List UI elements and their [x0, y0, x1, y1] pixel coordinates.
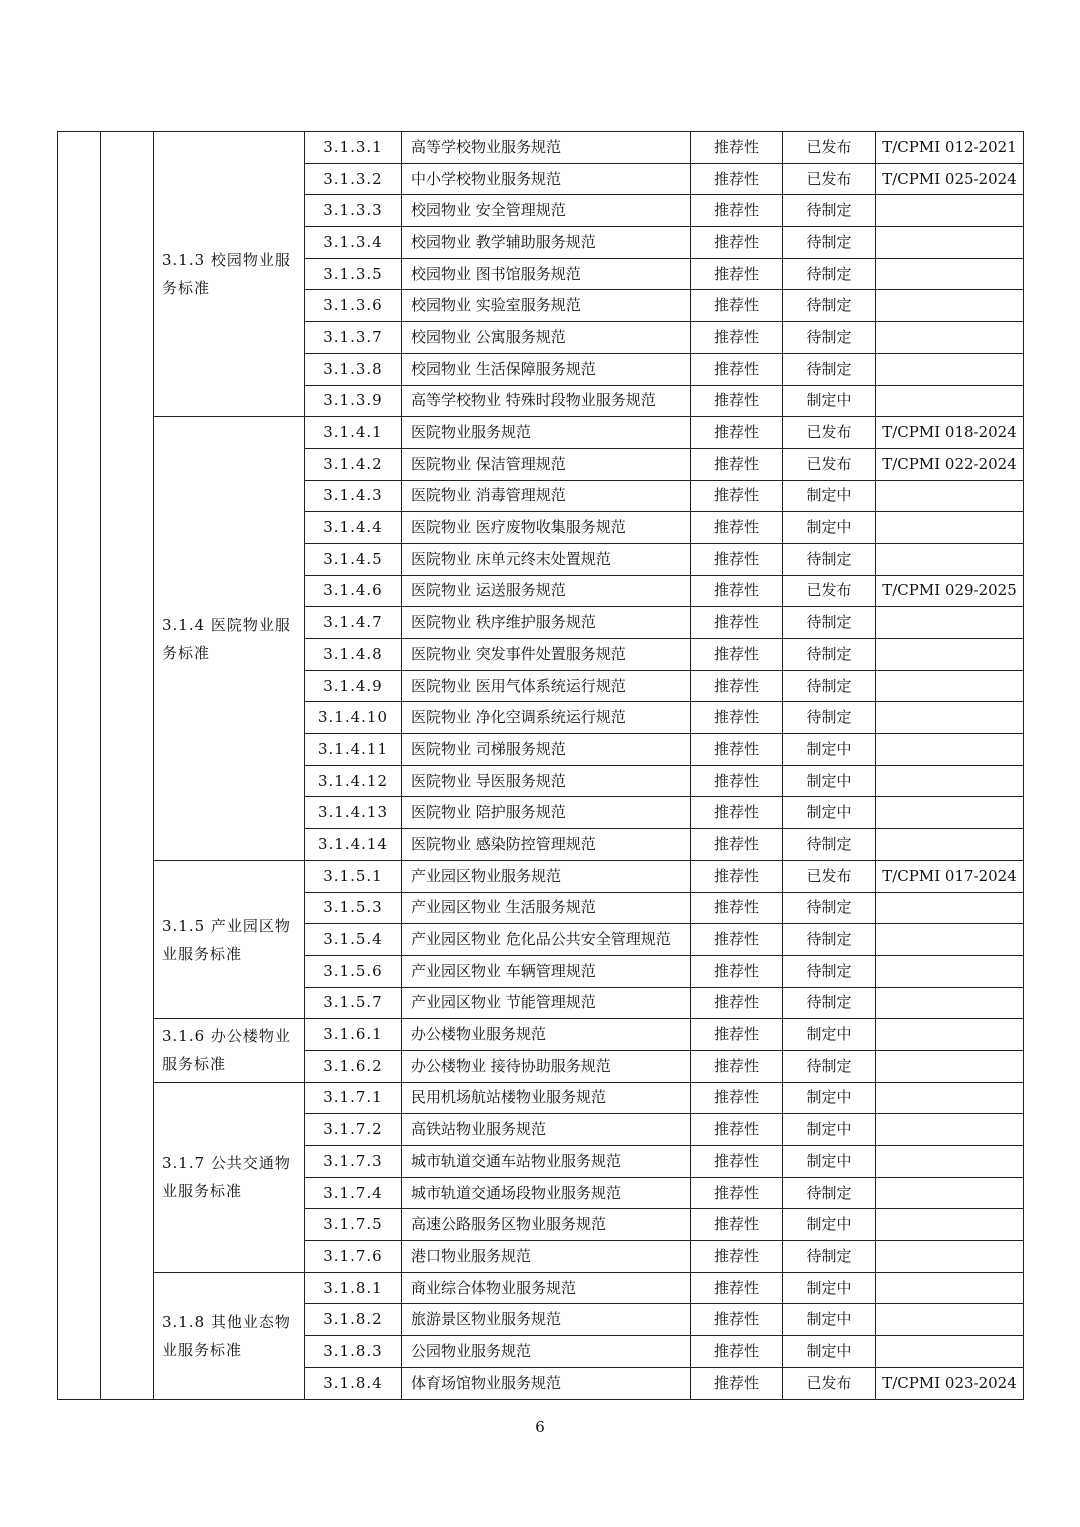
standard-name: 医院物业 消毒管理规范	[402, 480, 691, 512]
standard-type: 推荐性	[691, 1304, 783, 1336]
level2-cell	[101, 132, 154, 1400]
standard-code: 3.1.3.1	[305, 132, 402, 164]
standard-name: 医院物业 床单元终末处置规范	[402, 543, 691, 575]
standard-number	[876, 385, 1024, 417]
standard-type: 推荐性	[691, 860, 783, 892]
standard-name: 产业园区物业 车辆管理规范	[402, 955, 691, 987]
standards-table-body	[58, 132, 1024, 1400]
standard-status: 待制定	[783, 987, 876, 1019]
standard-number	[876, 892, 1024, 924]
standard-code: 3.1.4.12	[305, 765, 402, 797]
standard-name: 体育场馆物业服务规范	[402, 1367, 691, 1399]
standard-name: 医院物业 净化空调系统运行规范	[402, 702, 691, 734]
standard-number	[876, 322, 1024, 354]
standard-number: T/CPMI 025-2024	[876, 163, 1024, 195]
standard-type: 推荐性	[691, 290, 783, 322]
standard-name: 城市轨道交通车站物业服务规范	[402, 1146, 691, 1178]
standard-type: 推荐性	[691, 734, 783, 766]
standard-number	[876, 987, 1024, 1019]
standard-name: 高等学校物业服务规范	[402, 132, 691, 164]
standard-status: 待制定	[783, 702, 876, 734]
standard-name: 城市轨道交通场段物业服务规范	[402, 1177, 691, 1209]
standard-type: 推荐性	[691, 1114, 783, 1146]
standard-code: 3.1.3.3	[305, 195, 402, 227]
standard-name: 办公楼物业 接待协助服务规范	[402, 1050, 691, 1082]
standard-type: 推荐性	[691, 480, 783, 512]
standard-status: 制定中	[783, 1019, 876, 1051]
standard-status: 已发布	[783, 417, 876, 449]
standard-name: 校园物业 安全管理规范	[402, 195, 691, 227]
standard-type: 推荐性	[691, 512, 783, 544]
standard-type: 推荐性	[691, 765, 783, 797]
standard-number: T/CPMI 023-2024	[876, 1367, 1024, 1399]
group-label: 3.1.7 公共交通物业服务标准	[154, 1082, 305, 1272]
standard-status: 制定中	[783, 1272, 876, 1304]
standard-code: 3.1.8.3	[305, 1336, 402, 1368]
group-label: 3.1.4 医院物业服务标准	[154, 417, 305, 861]
standard-type: 推荐性	[691, 607, 783, 639]
standard-status: 已发布	[783, 448, 876, 480]
standard-name: 校园物业 公寓服务规范	[402, 322, 691, 354]
standard-code: 3.1.8.2	[305, 1304, 402, 1336]
standard-number	[876, 1336, 1024, 1368]
standard-number	[876, 1082, 1024, 1114]
standard-code: 3.1.4.2	[305, 448, 402, 480]
standard-code: 3.1.7.1	[305, 1082, 402, 1114]
standard-status: 制定中	[783, 385, 876, 417]
standard-type: 推荐性	[691, 1146, 783, 1178]
standard-name: 旅游景区物业服务规范	[402, 1304, 691, 1336]
table-row	[58, 1272, 1024, 1304]
standard-name: 民用机场航站楼物业服务规范	[402, 1082, 691, 1114]
table-row	[58, 860, 1024, 892]
standard-type: 推荐性	[691, 1241, 783, 1273]
standard-code: 3.1.8.4	[305, 1367, 402, 1399]
group-label: 3.1.8 其他业态物业服务标准	[154, 1272, 305, 1399]
standard-number	[876, 1114, 1024, 1146]
standard-status: 制定中	[783, 797, 876, 829]
standard-status: 待制定	[783, 924, 876, 956]
standard-number	[876, 955, 1024, 987]
standard-name: 医院物业 导医服务规范	[402, 765, 691, 797]
standard-status: 制定中	[783, 1114, 876, 1146]
standard-name: 医院物业服务规范	[402, 417, 691, 449]
standard-code: 3.1.4.13	[305, 797, 402, 829]
standard-status: 已发布	[783, 575, 876, 607]
standard-number	[876, 924, 1024, 956]
table-row	[58, 1082, 1024, 1114]
standard-code: 3.1.7.5	[305, 1209, 402, 1241]
standard-number	[876, 353, 1024, 385]
standard-type: 推荐性	[691, 987, 783, 1019]
standard-name: 产业园区物业 节能管理规范	[402, 987, 691, 1019]
standard-number	[876, 702, 1024, 734]
standard-type: 推荐性	[691, 417, 783, 449]
standard-status: 制定中	[783, 1336, 876, 1368]
standard-type: 推荐性	[691, 575, 783, 607]
standard-status: 待制定	[783, 1241, 876, 1273]
standard-number: T/CPMI 012-2021	[876, 132, 1024, 164]
standard-number	[876, 1177, 1024, 1209]
standard-status: 已发布	[783, 1367, 876, 1399]
standard-status: 已发布	[783, 860, 876, 892]
standard-code: 3.1.4.5	[305, 543, 402, 575]
standard-number: T/CPMI 029-2025	[876, 575, 1024, 607]
standard-name: 产业园区物业 生活服务规范	[402, 892, 691, 924]
standard-name: 产业园区物业 危化品公共安全管理规范	[402, 924, 691, 956]
standard-code: 3.1.3.4	[305, 227, 402, 259]
standard-type: 推荐性	[691, 132, 783, 164]
standard-type: 推荐性	[691, 1367, 783, 1399]
standard-name: 高速公路服务区物业服务规范	[402, 1209, 691, 1241]
standard-number	[876, 1019, 1024, 1051]
standard-code: 3.1.4.4	[305, 512, 402, 544]
standard-status: 已发布	[783, 163, 876, 195]
standard-status: 待制定	[783, 955, 876, 987]
standard-code: 3.1.3.8	[305, 353, 402, 385]
standard-number: T/CPMI 017-2024	[876, 860, 1024, 892]
table-row	[58, 417, 1024, 449]
standard-number	[876, 1146, 1024, 1178]
standard-code: 3.1.8.1	[305, 1272, 402, 1304]
standard-name: 医院物业 司梯服务规范	[402, 734, 691, 766]
standards-table	[57, 131, 1024, 1400]
standard-name: 商业综合体物业服务规范	[402, 1272, 691, 1304]
standard-code: 3.1.6.2	[305, 1050, 402, 1082]
standard-name: 高铁站物业服务规范	[402, 1114, 691, 1146]
standard-name: 产业园区物业服务规范	[402, 860, 691, 892]
standard-number	[876, 1050, 1024, 1082]
standard-number: T/CPMI 018-2024	[876, 417, 1024, 449]
standard-status: 待制定	[783, 639, 876, 671]
standard-code: 3.1.5.4	[305, 924, 402, 956]
standard-type: 推荐性	[691, 829, 783, 861]
standard-code: 3.1.5.3	[305, 892, 402, 924]
standard-code: 3.1.4.3	[305, 480, 402, 512]
standard-type: 推荐性	[691, 353, 783, 385]
standard-code: 3.1.6.1	[305, 1019, 402, 1051]
standard-code: 3.1.3.6	[305, 290, 402, 322]
standard-number	[876, 1304, 1024, 1336]
standard-status: 待制定	[783, 892, 876, 924]
standard-code: 3.1.4.11	[305, 734, 402, 766]
standard-status: 制定中	[783, 1082, 876, 1114]
standard-status: 待制定	[783, 195, 876, 227]
standard-number	[876, 258, 1024, 290]
standard-status: 制定中	[783, 765, 876, 797]
standard-type: 推荐性	[691, 1050, 783, 1082]
standard-code: 3.1.7.3	[305, 1146, 402, 1178]
standard-number	[876, 512, 1024, 544]
group-label: 3.1.6 办公楼物业服务标准	[154, 1019, 305, 1082]
standard-number	[876, 734, 1024, 766]
standard-name: 医院物业 医用气体系统运行规范	[402, 670, 691, 702]
group-label: 3.1.5 产业园区物业服务标准	[154, 860, 305, 1018]
standard-number	[876, 480, 1024, 512]
standard-status: 制定中	[783, 512, 876, 544]
standard-name: 校园物业 图书馆服务规范	[402, 258, 691, 290]
standard-type: 推荐性	[691, 892, 783, 924]
standard-type: 推荐性	[691, 1336, 783, 1368]
standard-code: 3.1.3.5	[305, 258, 402, 290]
standard-type: 推荐性	[691, 955, 783, 987]
standard-status: 制定中	[783, 1304, 876, 1336]
standard-name: 校园物业 实验室服务规范	[402, 290, 691, 322]
standard-number	[876, 290, 1024, 322]
page-number: 6	[535, 1418, 545, 1436]
standard-type: 推荐性	[691, 322, 783, 354]
standard-name: 医院物业 保洁管理规范	[402, 448, 691, 480]
standard-code: 3.1.5.1	[305, 860, 402, 892]
standard-status: 已发布	[783, 132, 876, 164]
standard-status: 待制定	[783, 353, 876, 385]
standard-status: 待制定	[783, 1177, 876, 1209]
standard-type: 推荐性	[691, 1177, 783, 1209]
standard-number	[876, 670, 1024, 702]
standard-name: 公园物业服务规范	[402, 1336, 691, 1368]
standard-number	[876, 1272, 1024, 1304]
standard-type: 推荐性	[691, 448, 783, 480]
standard-code: 3.1.3.2	[305, 163, 402, 195]
standard-number	[876, 797, 1024, 829]
standard-name: 医院物业 感染防控管理规范	[402, 829, 691, 861]
standard-type: 推荐性	[691, 195, 783, 227]
standard-name: 港口物业服务规范	[402, 1241, 691, 1273]
standard-number	[876, 543, 1024, 575]
standard-name: 医院物业 突发事件处置服务规范	[402, 639, 691, 671]
standard-type: 推荐性	[691, 924, 783, 956]
standard-number	[876, 1241, 1024, 1273]
standard-type: 推荐性	[691, 163, 783, 195]
standard-code: 3.1.5.6	[305, 955, 402, 987]
standard-number	[876, 227, 1024, 259]
standard-name: 医院物业 医疗废物收集服务规范	[402, 512, 691, 544]
standard-status: 制定中	[783, 1209, 876, 1241]
standard-code: 3.1.4.7	[305, 607, 402, 639]
standard-status: 制定中	[783, 480, 876, 512]
standard-status: 待制定	[783, 670, 876, 702]
standard-type: 推荐性	[691, 1082, 783, 1114]
standard-name: 校园物业 教学辅助服务规范	[402, 227, 691, 259]
standard-code: 3.1.4.14	[305, 829, 402, 861]
standard-status: 待制定	[783, 607, 876, 639]
standard-type: 推荐性	[691, 258, 783, 290]
standard-number	[876, 195, 1024, 227]
standard-type: 推荐性	[691, 227, 783, 259]
standard-status: 制定中	[783, 1146, 876, 1178]
standard-name: 中小学校物业服务规范	[402, 163, 691, 195]
standard-number	[876, 765, 1024, 797]
standard-status: 待制定	[783, 227, 876, 259]
standard-code: 3.1.5.7	[305, 987, 402, 1019]
standard-type: 推荐性	[691, 1019, 783, 1051]
standard-code: 3.1.7.4	[305, 1177, 402, 1209]
standard-code: 3.1.4.6	[305, 575, 402, 607]
standard-status: 制定中	[783, 734, 876, 766]
table-row	[58, 1019, 1024, 1051]
standard-name: 高等学校物业 特殊时段物业服务规范	[402, 385, 691, 417]
standard-code: 3.1.4.8	[305, 639, 402, 671]
standard-code: 3.1.7.2	[305, 1114, 402, 1146]
standard-type: 推荐性	[691, 543, 783, 575]
standard-status: 待制定	[783, 258, 876, 290]
standard-code: 3.1.4.10	[305, 702, 402, 734]
standard-code: 3.1.3.7	[305, 322, 402, 354]
standard-number	[876, 829, 1024, 861]
standard-status: 待制定	[783, 322, 876, 354]
standard-type: 推荐性	[691, 670, 783, 702]
standard-number	[876, 639, 1024, 671]
group-label: 3.1.3 校园物业服务标准	[154, 132, 305, 417]
standard-status: 待制定	[783, 290, 876, 322]
standard-name: 医院物业 运送服务规范	[402, 575, 691, 607]
standard-type: 推荐性	[691, 797, 783, 829]
standard-name: 医院物业 秩序维护服务规范	[402, 607, 691, 639]
standard-number	[876, 1209, 1024, 1241]
standard-code: 3.1.3.9	[305, 385, 402, 417]
standard-code: 3.1.4.1	[305, 417, 402, 449]
standard-name: 校园物业 生活保障服务规范	[402, 353, 691, 385]
standard-type: 推荐性	[691, 702, 783, 734]
standard-name: 医院物业 陪护服务规范	[402, 797, 691, 829]
standard-type: 推荐性	[691, 1272, 783, 1304]
standard-status: 待制定	[783, 829, 876, 861]
level1-cell	[58, 132, 101, 1400]
standard-type: 推荐性	[691, 1209, 783, 1241]
standard-status: 待制定	[783, 1050, 876, 1082]
standard-type: 推荐性	[691, 639, 783, 671]
standard-status: 待制定	[783, 543, 876, 575]
standard-type: 推荐性	[691, 385, 783, 417]
table-row	[58, 132, 1024, 164]
standard-name: 办公楼物业服务规范	[402, 1019, 691, 1051]
standard-number	[876, 607, 1024, 639]
standard-number: T/CPMI 022-2024	[876, 448, 1024, 480]
standard-code: 3.1.7.6	[305, 1241, 402, 1273]
standard-code: 3.1.4.9	[305, 670, 402, 702]
